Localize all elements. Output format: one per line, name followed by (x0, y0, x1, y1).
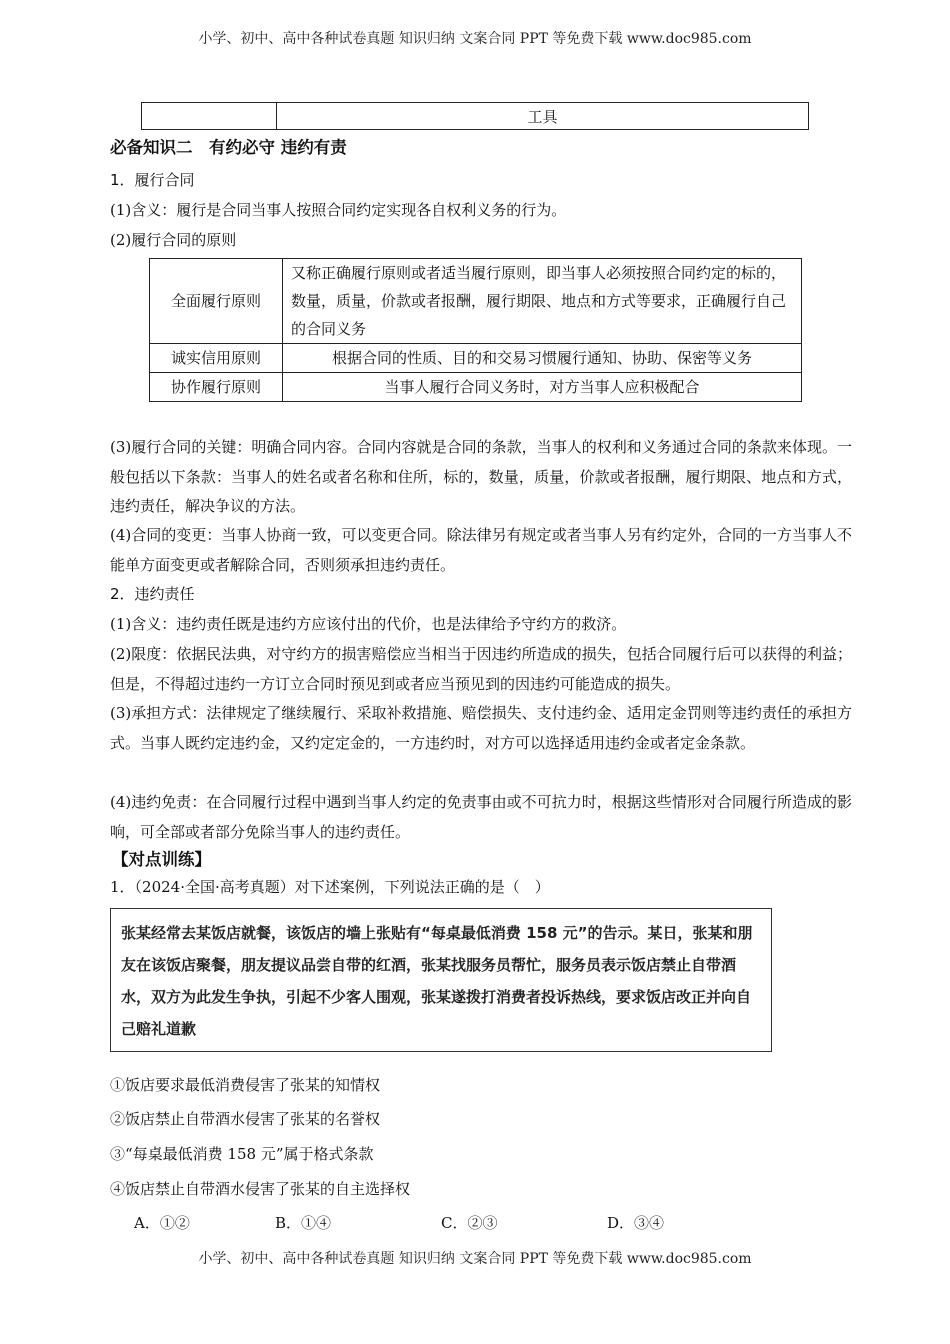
subheading-fulfill-contract: 1．履行合同 (110, 171, 195, 189)
page-footer: 小学、初中、高中各种试卷真题 知识归纳 文案合同 PPT 等免费下载 www.doc985.com (198, 1251, 752, 1267)
paragraph-key-content: (3)履行合同的关键：明确合同内容。合同内容就是合同的条款，当事人的权利和义务通过合同的条款来体现。一般包括以下条款：当事人的姓名或者名称和住所，标的，数量，质量，价款或者报酬，履行期限、地点和方式，违约责任，解决争议的方法。 (110, 438, 852, 515)
top-table-fragment (141, 102, 809, 130)
table-row (150, 373, 802, 402)
question-stem: 1．（2024·全国·高考真题）对下述案例，下列说法正确的是（ ） (110, 878, 550, 896)
option-a: A．①② (134, 1214, 190, 1232)
principle-name: 全面履行原则 (150, 259, 283, 344)
paragraph-liability-exemption: (4)违约免责：在合同履行过程中遇到当事人约定的免责事由或不可抗力时，根据这些情形对合同履行所造成的影响，可全部或者部分免除当事人的违约责任。 (110, 793, 852, 841)
principle-name: 诚实信用原则 (150, 344, 283, 373)
principles-table (149, 258, 802, 402)
top-table-cell-empty (142, 103, 277, 130)
statement-2: ②饭店禁止自带酒水侵害了张某的名誉权 (110, 1110, 381, 1128)
section-title: 必备知识二 有约必守 违约有责 (110, 138, 347, 157)
principle-desc: 当事人履行合同义务时，对方当事人应积极配合 (283, 373, 802, 402)
case-box: 张某经常去某饭店就餐，该饭店的墙上张贴有“每桌最低消费 158 元”的告示。某日，张某和朋友在该饭店聚餐，朋友提议品尝自带的红酒，张某找服务员帮忙，服务员表示饭店禁止自带酒水，双方为此发生争执，引起不少客人围观，张某遂拨打消费者投诉热线，要求饭店改正并向自己赔礼道歉 (110, 908, 772, 1052)
principle-desc: 又称正确履行原则或者适当履行原则，即当事人必须按照合同约定的标的，数量，质量，价款或者报酬，履行期限、地点和方式等要求，正确履行自己的合同义务 (283, 259, 802, 344)
training-title: 【对点训练】 (112, 850, 211, 869)
paragraph-liability-methods: (3)承担方式：法律规定了继续履行、采取补救措施、赔偿损失、支付违约金、适用定金罚则等违约责任的承担方式。当事人既约定违约金，又约定定金的，一方违约时，对方可以选择适用违约金或者定金条款。 (110, 704, 852, 752)
table-row (150, 259, 802, 344)
subheading-liability: 2．违约责任 (110, 585, 195, 603)
statement-3: ③“每桌最低消费 158 元”属于格式条款 (110, 1145, 374, 1163)
page-header: 小学、初中、高中各种试卷真题 知识归纳 文案合同 PPT 等免费下载 www.doc985.com (198, 31, 752, 47)
paragraph-liability-definition: (1)含义：违约责任既是违约方应该付出的代价，也是法律给予守约方的救济。 (110, 615, 627, 633)
principle-name: 协作履行原则 (150, 373, 283, 402)
table-row (150, 344, 802, 373)
option-c: C．②③ (441, 1214, 498, 1232)
paragraph-liability-limit: (2)限度：依据民法典，对守约方的损害赔偿应当相当于因违约所造成的损失，包括合同履行后可以获得的利益；但是，不得超过违约一方订立合同时预见到或者应当预见到的因违约可能造成的损失。 (110, 645, 852, 693)
paragraph-principles-heading: (2)履行合同的原则 (110, 231, 237, 249)
statement-1: ①饭店要求最低消费侵害了张某的知情权 (110, 1076, 381, 1094)
option-d: D．③④ (607, 1214, 665, 1232)
principle-desc: 根据合同的性质、目的和交易习惯履行通知、协助、保密等义务 (283, 344, 802, 373)
paragraph-contract-change: (4)合同的变更：当事人协商一致，可以变更合同。除法律另有规定或者当事人另有约定外，合同的一方当事人不能单方面变更或者解除合同，否则须承担违约责任。 (110, 526, 852, 574)
paragraph-definition: (1)含义：履行是合同当事人按照合同约定实现各自权利义务的行为。 (110, 201, 567, 219)
top-table-cell-tools: 工具 (277, 103, 809, 130)
option-b: B．①④ (275, 1214, 332, 1232)
statement-4: ④饭店禁止自带酒水侵害了张某的自主选择权 (110, 1180, 411, 1198)
